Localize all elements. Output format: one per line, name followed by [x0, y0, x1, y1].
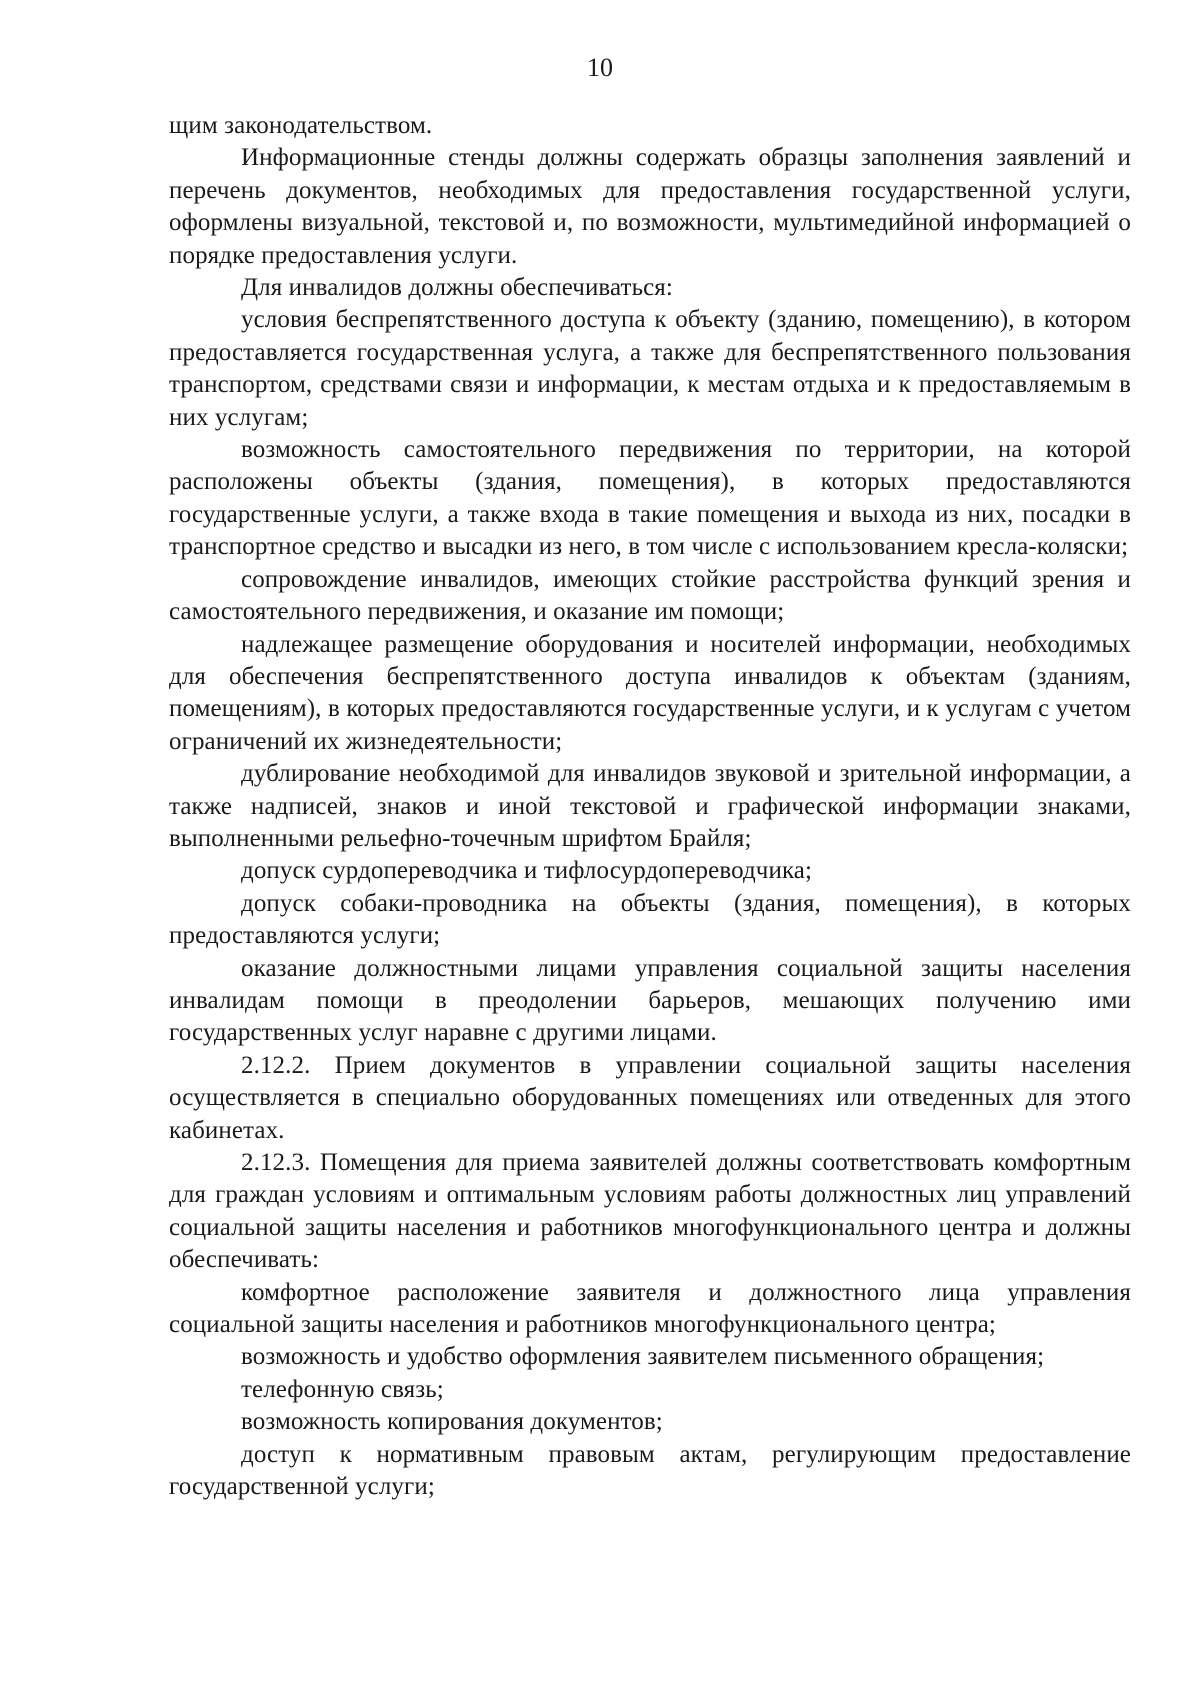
paragraph-comfortable-placement: комфортное расположение заявителя и должностного лица управления социальной защиты населения и работников многофункционального центра; [169, 1278, 1131, 1339]
paragraph-duplication: дублирование необходимой для инвалидов звуковой и зрительной информации, а также надписей, знаков и иной текстовой и графической информации знаками, выполненными рельефно-точечным шрифтом Брайля; [169, 760, 1131, 852]
paragraph-2-12-2: 2.12.2. Прием документов в управлении социальной защиты населения осуществляется в специально оборудованных помещениях или отведенных для этого кабинетах. [169, 1051, 1131, 1144]
paragraph-continuation: щим законодательством. [169, 112, 433, 139]
page-number: 10 [587, 53, 613, 82]
paragraph-disabled-intro: Для инвалидов должны обеспечиваться: [241, 274, 673, 302]
paragraph-telephone: телефонную связь; [241, 1375, 444, 1403]
document-body [169, 110, 1131, 1503]
paragraph-2-12-3: 2.12.3. Помещения для приема заявителей должны соответствовать комфортным для граждан условиям и оптимальным условиям работы должностных лиц управлений социальной защиты населения и работников многофункционального центра и должны обеспечивать: [169, 1149, 1131, 1274]
paragraph-access-conditions: условия беспрепятственного доступа к объекту (зданию, помещению), в котором предоставляется государственная услуга, а также для беспрепятственного пользования транспортом, средствами связи и информации, к местам отдыха и к предоставляемым в них услугам; [169, 306, 1131, 431]
paragraph-sign-interpreter: допуск сурдопереводчика и тифлосурдопереводчика; [241, 857, 813, 885]
paragraph-copying: возможность копирования документов; [241, 1408, 663, 1436]
paragraph-info-stands: Информационные стенды должны содержать образцы заполнения заявлений и перечень документов, необходимых для предоставления государственной услуги, оформлены визуальной, текстовой и, по возможности, мультимедийной информацией о порядке предоставления услуги. [169, 144, 1131, 269]
paragraph-officials-help: оказание должностными лицами управления социальной защиты населения инвалидам помощи в преодолении барьеров, мешающих получению ими государственных услуг наравне с другими лицами. [169, 954, 1131, 1047]
paragraph-guide-dog: допуск собаки-проводника на объекты (здания, помещения), в которых предоставляются услуги; [169, 889, 1131, 950]
paragraph-written-appeal: возможность и удобство оформления заявителем письменного обращения; [241, 1343, 1045, 1371]
paragraph-movement: возможность самостоятельного передвижения по территории, на которой расположены объекты (здания, помещения), в которых предоставляются государственные услуги, а также входа в такие помещения и выхода из них, посадки в транспортное средство и высадки из него, в том числе с использованием кресла-коляски; [169, 436, 1131, 561]
paragraph-escort: сопровождение инвалидов, имеющих стойкие расстройства функций зрения и самостоятельного передвижения, и оказание им помощи; [169, 565, 1131, 626]
paragraph-equipment: надлежащее размещение оборудования и носителей информации, необходимых для обеспечения беспрепятственного доступа инвалидов к объектам (зданиям, помещениям), в которых предоставляются государственные услуги, и к услугам с учетом ограничений их жизнедеятельности; [169, 630, 1131, 755]
paragraph-legal-acts: доступ к нормативным правовым актам, регулирующим предоставление государственной услуги; [169, 1440, 1131, 1501]
